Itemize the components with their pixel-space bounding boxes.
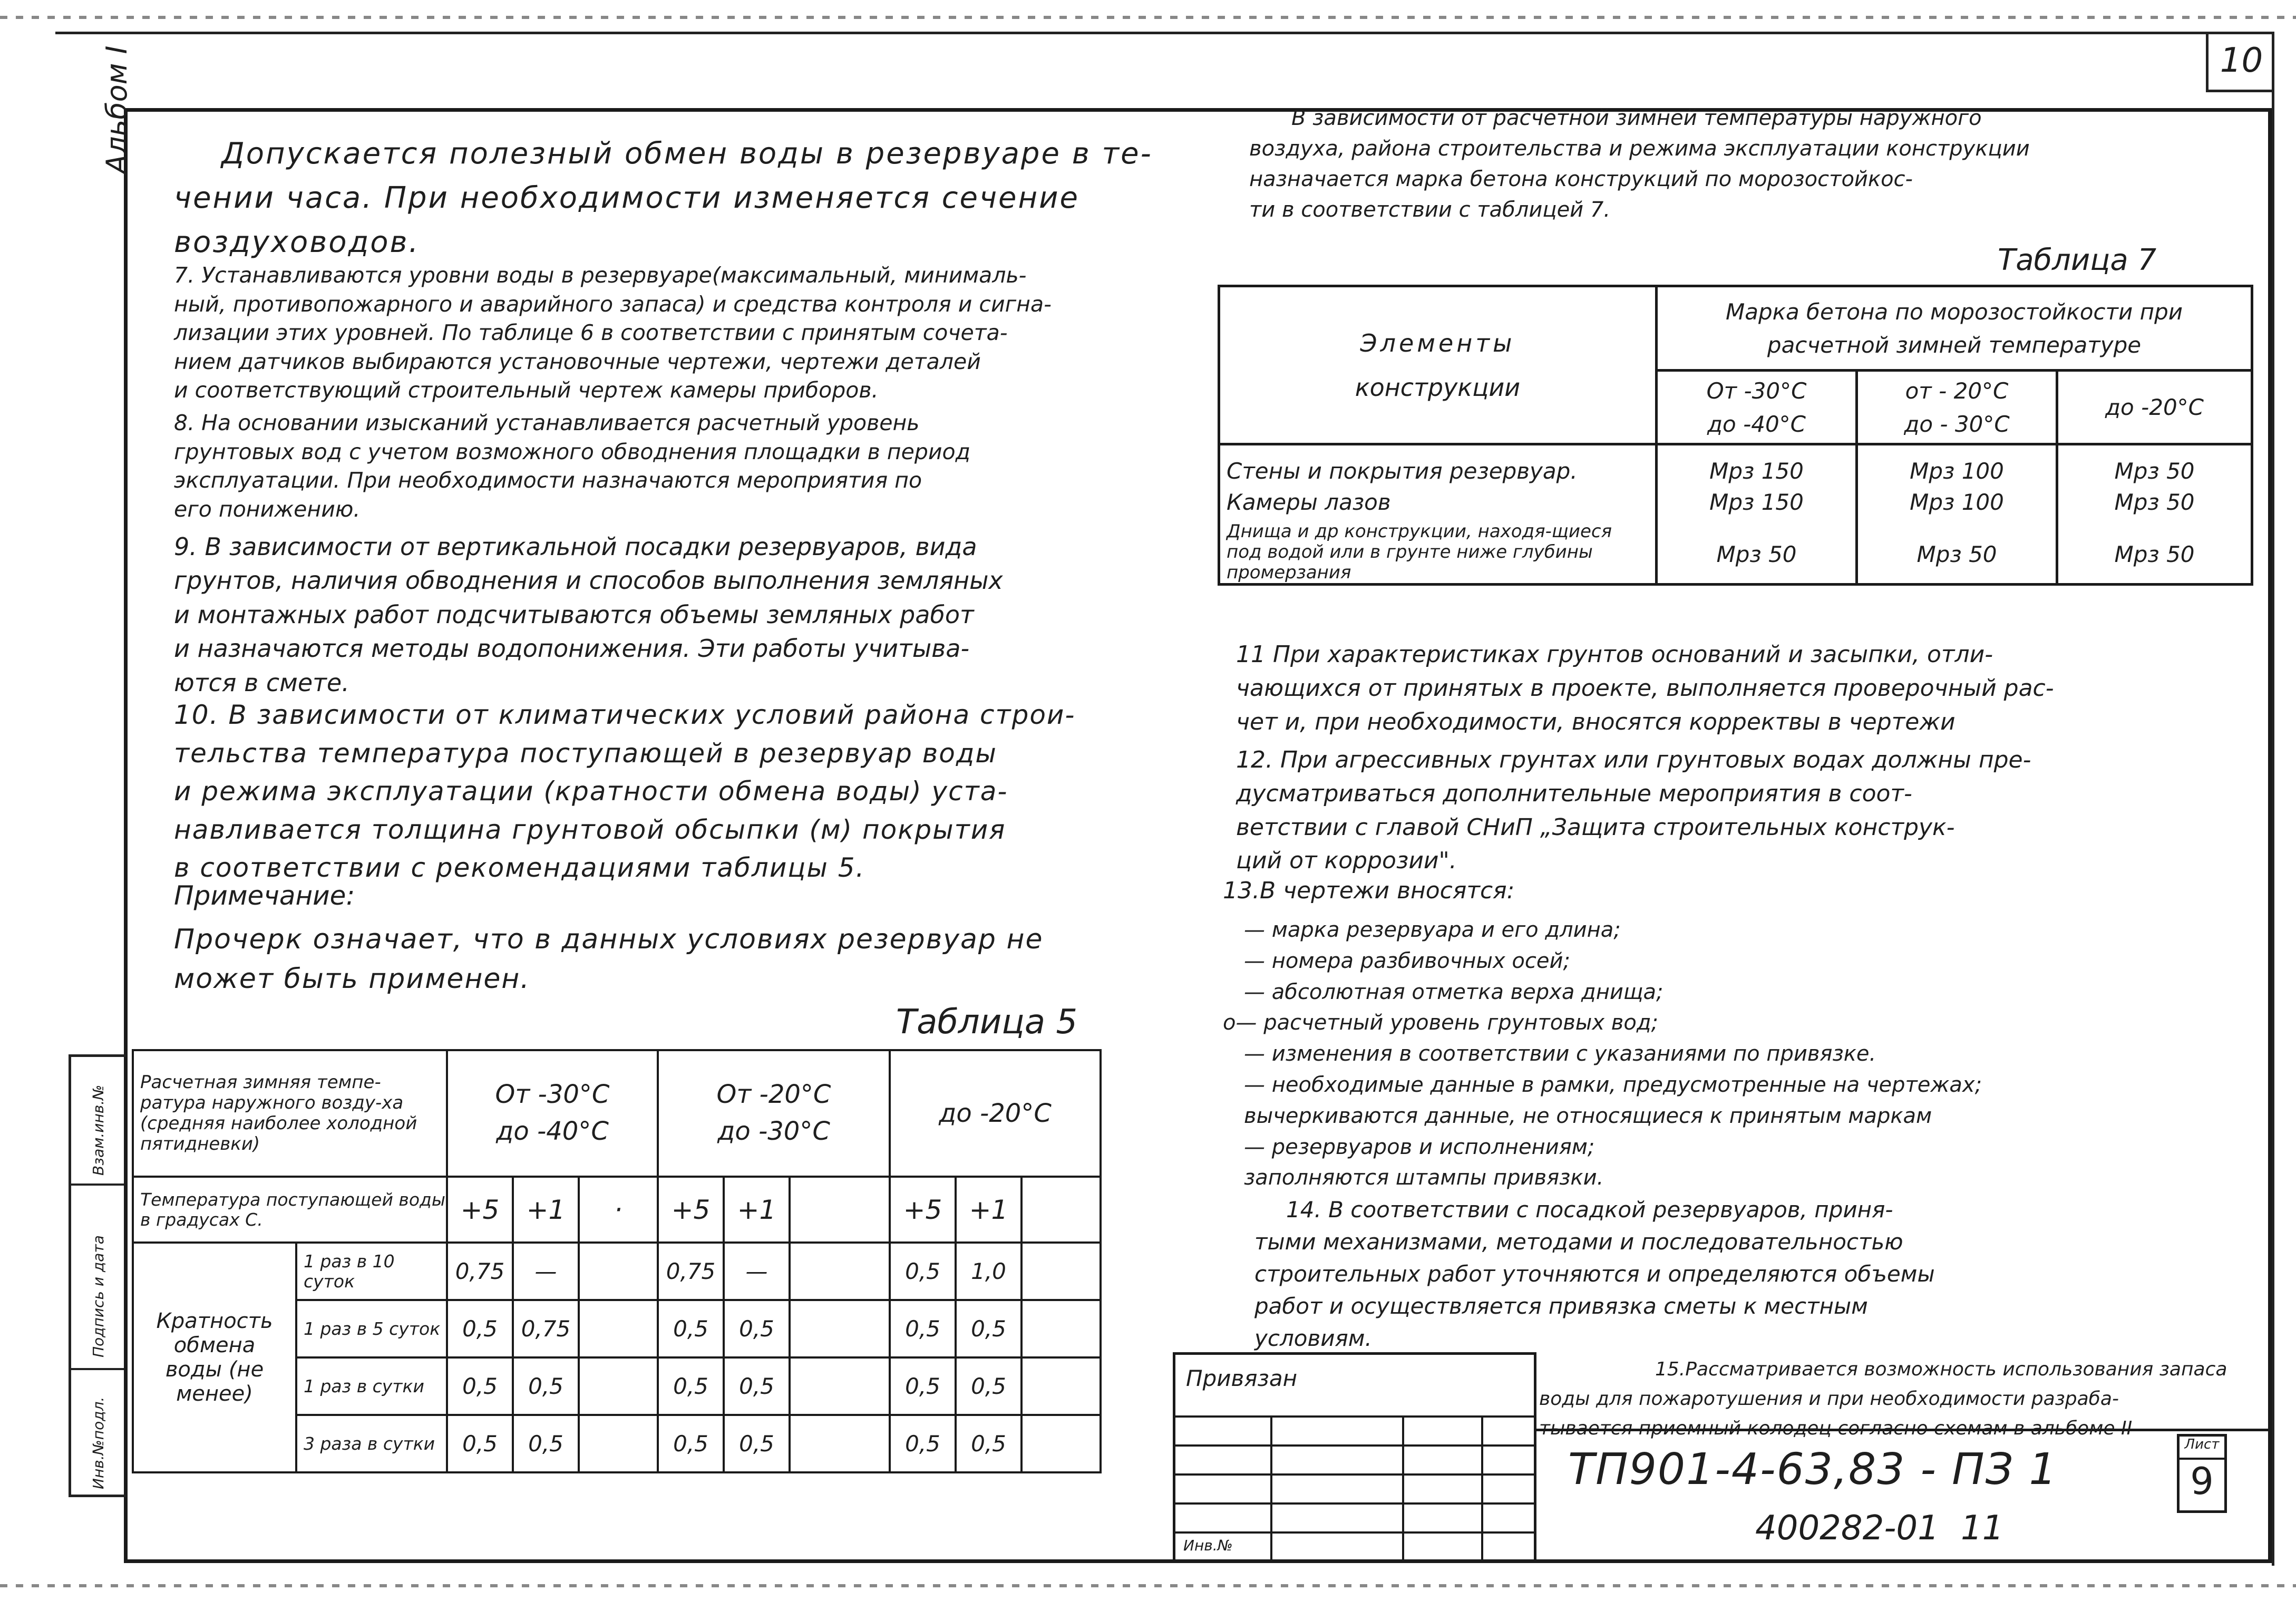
text-line: 10. В зависимости от климатических условий района строи- <box>174 700 1076 730</box>
strip-label-inv: Инв.№подл. <box>90 1396 107 1489</box>
text-line: ций от коррозии". <box>1236 847 1457 875</box>
text-line: его понижению. <box>174 496 361 522</box>
table-cell <box>1857 444 2057 585</box>
sheet-box <box>2177 1434 2227 1513</box>
table-cell <box>1021 1243 1101 1300</box>
text-line: Допускается полезный обмен воды в резервуаре в те- <box>221 137 1153 171</box>
table-cell <box>1021 1177 1101 1243</box>
text-line: воздуха, района строительства и режима эксплуатации конструкции <box>1249 137 2030 161</box>
value: Мрз 150 <box>1709 489 1804 515</box>
text-line: воды для пожаротушения и при необходимости разраба- <box>1539 1388 2119 1410</box>
table-cell: 0,5 <box>447 1300 513 1357</box>
table-cell <box>790 1300 890 1357</box>
privyazka-block <box>1173 1352 1536 1563</box>
range-line: до -30°С <box>717 1117 830 1146</box>
table-cell: 0,5 <box>890 1300 956 1357</box>
text-line: работ и осуществляется привязка сметы к местным <box>1254 1293 1868 1319</box>
scan-noise-bottom <box>0 1584 2296 1587</box>
text-line: В зависимости от расчетной зимней температуры наружного <box>1291 106 1982 130</box>
table-cell: +5 <box>658 1177 724 1243</box>
table-cell <box>790 1357 890 1415</box>
table-cell <box>890 1050 1101 1177</box>
text-line: воздуховодов. <box>174 225 420 259</box>
col-line: до - 30°С <box>1904 411 2010 437</box>
text-line: и соответствующий строительный чертеж камеры приборов. <box>174 377 879 403</box>
table-cell: Температура поступающей воды в градусах С. <box>133 1177 447 1243</box>
text-line: ти в соответствии с таблицей 7. <box>1249 198 1611 222</box>
table-cell: +5 <box>447 1177 513 1243</box>
note-text <box>174 920 1165 1000</box>
archive-number: 400282-01 <box>1755 1509 1939 1548</box>
col-line: до -40°С <box>1707 411 1806 437</box>
list-item: o— расчетный уровень грунтовых вод; <box>1223 1011 1658 1035</box>
value: Мрз 100 <box>1910 458 2004 484</box>
text-line: 9. В зависимости от вертикальной посадки резервуаров, вида <box>174 532 977 561</box>
stamp-col-line <box>1402 1415 1404 1563</box>
table-cell <box>1021 1357 1101 1415</box>
list-item: — номера разбивочных осей; <box>1244 948 1570 973</box>
text-line: ветствии с главой СНиП „Защита строительных конструк- <box>1236 813 1955 841</box>
table-cell: Расчетная зимняя темпе-ратура наружного возду-ха (средняя наиболее холодной пятидневки) <box>133 1050 447 1177</box>
paragraph-10 <box>174 696 1165 887</box>
scan-noise-top <box>0 16 2296 19</box>
list-item: — резервуаров и исполнениям; <box>1244 1134 1595 1159</box>
table-cell: 0,5 <box>447 1357 513 1415</box>
table-cell: +5 <box>890 1177 956 1243</box>
text-line: тельства температура поступающей в резервуар воды <box>174 738 997 769</box>
table-cell: Кратность обмена воды (не менее) <box>133 1243 296 1472</box>
row-label: 1 раз в 5 суток <box>296 1300 447 1357</box>
range-line: до -20°С <box>939 1099 1052 1128</box>
text-line: может быть применен. <box>174 963 530 995</box>
side-stamp-strip <box>69 1054 127 1497</box>
table-cell: 0,5 <box>447 1415 513 1472</box>
table-cell <box>790 1177 890 1243</box>
row-label: 3 раза в сутки <box>296 1415 447 1472</box>
table-cell: 0,5 <box>658 1415 724 1472</box>
table-cell <box>579 1300 658 1357</box>
table-cell: — <box>513 1243 579 1300</box>
table-cell: 0,5 <box>956 1357 1021 1415</box>
strip-divider <box>71 1184 124 1186</box>
paragraph-9 <box>174 530 1165 700</box>
text-line: лизации этих уровней. По таблице 6 в соответствии с принятым сочета- <box>174 320 1008 346</box>
table-cell: 0,75 <box>658 1243 724 1300</box>
row-label: Стены и покрытия резервуар. <box>1227 458 1578 484</box>
paragraph-13-list <box>1223 915 2245 1194</box>
text-line: ный, противопожарного и аварийного запаса) и средства контроля и сигна- <box>174 291 1052 317</box>
table-cell: 0,5 <box>890 1243 956 1300</box>
table-cell: 0,5 <box>513 1357 579 1415</box>
list-item: вычеркиваются данные, не относящиеся к принятым маркам <box>1244 1103 1932 1128</box>
list-item: — абсолютная отметка верха днища; <box>1244 979 1663 1004</box>
row-label: 1 раз в сутки <box>296 1357 447 1415</box>
text-line: навливается толщина грунтовой обсыпки (м) покрытия <box>174 814 1006 845</box>
text-line: 15.Рассматривается возможность использования запаса <box>1655 1359 2227 1380</box>
paragraph-11 <box>1236 638 2264 739</box>
title-stamp <box>1173 1352 2272 1563</box>
table-cell <box>1219 286 1657 444</box>
table-cell <box>1657 371 1857 444</box>
value: Мрз 100 <box>1910 489 2004 515</box>
text-line: 12. При агрессивных грунтах или грунтовых водах должны пре- <box>1236 746 2031 773</box>
sheet-label: Лист <box>2180 1437 2224 1460</box>
table-row <box>1219 286 2252 371</box>
paragraph-8 <box>174 409 1165 523</box>
table-cell <box>447 1050 658 1177</box>
table-cell <box>1657 286 2252 371</box>
stamp-col-line <box>1270 1415 1272 1563</box>
table-row <box>133 1050 1101 1177</box>
table5-caption: Таблица 5 <box>896 1003 1078 1042</box>
table-cell <box>790 1243 890 1300</box>
paragraph-7 <box>174 261 1165 405</box>
stamp-row-line <box>1175 1531 1534 1534</box>
value: Мрз 50 <box>1716 541 1797 567</box>
stamp-row-line <box>1175 1502 1534 1505</box>
table-cell: 0,5 <box>724 1357 790 1415</box>
text-line: тыми механизмами, методами и последовательностью <box>1254 1228 1903 1255</box>
text-line: и монтажных работ подсчитываются объемы земляных работ <box>174 600 974 629</box>
text-line: дусматриваться дополнительные мероприятия в соот- <box>1236 780 1912 807</box>
table-cell: 0,5 <box>724 1300 790 1357</box>
text-line: и назначаются методы водопонижения. Эти работы учитыва- <box>174 634 970 663</box>
range-line: до -40°С <box>496 1117 609 1146</box>
strip-label-sign: Подпись и дата <box>90 1235 107 1357</box>
row-label: 1 раз в 10 суток <box>296 1243 447 1300</box>
text-line: 8. На основании изысканий устанавливается расчетный уровень <box>174 410 920 435</box>
archive-mark: 11 <box>1961 1509 2004 1548</box>
text-line: назначается марка бетона конструкций по морозостойкос- <box>1249 167 1913 191</box>
table-cell <box>579 1357 658 1415</box>
table-cell <box>1021 1300 1101 1357</box>
paragraph-14 <box>1254 1194 2256 1354</box>
text-line: ются в смете. <box>174 668 349 697</box>
stamp-row-line <box>1175 1473 1534 1476</box>
inv-label: Инв.№ <box>1183 1537 1233 1554</box>
table-cell: 0,5 <box>956 1415 1021 1472</box>
table-cell <box>1857 371 2057 444</box>
row-label: Камеры лазов <box>1227 489 1391 515</box>
value: Мрз 50 <box>2114 489 2195 515</box>
strip-label-replace: Взам.инв.№ <box>90 1084 107 1176</box>
text-line: и режима эксплуатации (кратности обмена воды) уста- <box>174 776 1008 807</box>
text-line: 14. В соответствии с посадкой резервуаров, приня- <box>1286 1197 1893 1223</box>
col-line: от - 20°С <box>1905 377 2009 404</box>
value: Мрз 50 <box>2114 458 2195 484</box>
table-cell: +1 <box>513 1177 579 1243</box>
table-cell: 0,5 <box>724 1415 790 1472</box>
table-cell: 0,5 <box>658 1357 724 1415</box>
table-cell: +1 <box>956 1177 1021 1243</box>
text-line: эксплуатации. При необходимости назначаются мероприятия по <box>174 468 922 493</box>
paragraph-13-title: 13.В чертежи вносятся: <box>1223 877 1515 904</box>
table-cell: 0,5 <box>513 1415 579 1472</box>
table-cell <box>1219 444 1657 585</box>
table-cell: +1 <box>724 1177 790 1243</box>
header-line: конструкции <box>1355 373 1521 402</box>
list-item: — изменения в соответствии с указаниями по привязке. <box>1244 1042 1876 1066</box>
privyazan-label: Привязан <box>1186 1365 1298 1391</box>
table-cell <box>658 1050 890 1177</box>
text-line: грунтов, наличия обводнения и способов выполнения земляных <box>174 566 1003 595</box>
col-line: От -30°С <box>1706 377 1807 404</box>
value: Мрз 150 <box>1709 458 1804 484</box>
table-cell: 0,5 <box>890 1357 956 1415</box>
sheet-number: 9 <box>2190 1460 2214 1503</box>
table-cell: · <box>579 1177 658 1243</box>
list-item: — необходимые данные в рамки, предусмотренные на чертежах; <box>1244 1072 1982 1097</box>
paragraph-intro <box>174 132 1165 265</box>
text-line: нием датчиков выбираются установочные чертежи, чертежи деталей <box>174 348 981 374</box>
text-line: Прочерк означает, что в данных условиях резервуар не <box>174 924 1044 955</box>
text-line: строительных работ уточняются и определяются объемы <box>1254 1260 1935 1287</box>
paragraph-right-intro <box>1249 103 2251 225</box>
table-row <box>133 1243 1101 1300</box>
text-line: тывается приемный колодец согласно схемам в альбоме II <box>1539 1417 2133 1439</box>
value: Мрз 50 <box>2114 541 2195 567</box>
header-line: Марка бетона по морозостойкости при <box>1725 298 2183 325</box>
stamp-row-line <box>1175 1444 1534 1447</box>
table-row <box>133 1177 1101 1243</box>
table-cell <box>1021 1415 1101 1472</box>
text-line: чении часа. При необходимости изменяется сечение <box>174 181 1079 215</box>
table7-caption: Таблица 7 <box>1998 243 2157 277</box>
table-cell: — <box>724 1243 790 1300</box>
header-line: Элементы <box>1360 328 1515 357</box>
stamp-row-line <box>1175 1415 1534 1418</box>
table-cell: 0,75 <box>447 1243 513 1300</box>
page-number: 10 <box>2206 32 2274 92</box>
table-row <box>1219 444 2252 585</box>
table-cell: до -20°С <box>2057 371 2252 444</box>
table-5 <box>132 1049 1102 1473</box>
strip-divider <box>71 1368 124 1370</box>
table-cell <box>790 1415 890 1472</box>
text-line: чающихся от принятых в проекте, выполняется проверочный рас- <box>1236 674 2054 702</box>
range-line: От -20°С <box>716 1080 831 1110</box>
table-cell: 0,5 <box>956 1300 1021 1357</box>
table-cell: 0,5 <box>890 1415 956 1472</box>
table-cell: 0,5 <box>658 1300 724 1357</box>
album-label: Альбом I <box>100 45 133 174</box>
table-7 <box>1218 285 2253 586</box>
table-cell <box>579 1243 658 1300</box>
note-title: Примечание: <box>174 880 355 911</box>
value: Мрз 50 <box>1916 541 1997 567</box>
stamp-col-line <box>1481 1415 1483 1563</box>
list-item: заполняются штампы привязки. <box>1244 1166 1604 1190</box>
table-cell <box>2057 444 2252 585</box>
text-line: чет и, при необходимости, вносятся корректвы в чертежи <box>1236 708 1956 735</box>
table-cell: 0,75 <box>513 1300 579 1357</box>
text-line: 11 При характеристиках грунтов оснований и засыпки, отли- <box>1236 641 1993 668</box>
text-line: 7. Устанавливаются уровни воды в резервуаре(максимальный, минималь- <box>174 263 1027 288</box>
document-code: ТП901-4-63,83 - ПЗ 1 <box>1568 1444 2058 1495</box>
range-line: От -30°С <box>495 1080 610 1110</box>
table-cell <box>579 1415 658 1472</box>
text-line: условиям. <box>1254 1325 1372 1351</box>
text-line: в соответствии с рекомендациями таблицы 5. <box>174 852 865 883</box>
list-item: — марка резервуара и его длина; <box>1244 918 1621 942</box>
header-line: расчетной зимней температуре <box>1767 332 2142 358</box>
row-label: Днища и др конструкции, находя-щиеся под водой или в грунте ниже глубины промерзания <box>1227 520 1612 583</box>
paragraph-12 <box>1236 743 2264 878</box>
text-line: грунтовых вод с учетом возможного обводнения площадки в период <box>174 439 970 464</box>
table-cell: 1,0 <box>956 1243 1021 1300</box>
table-cell <box>1657 444 1857 585</box>
